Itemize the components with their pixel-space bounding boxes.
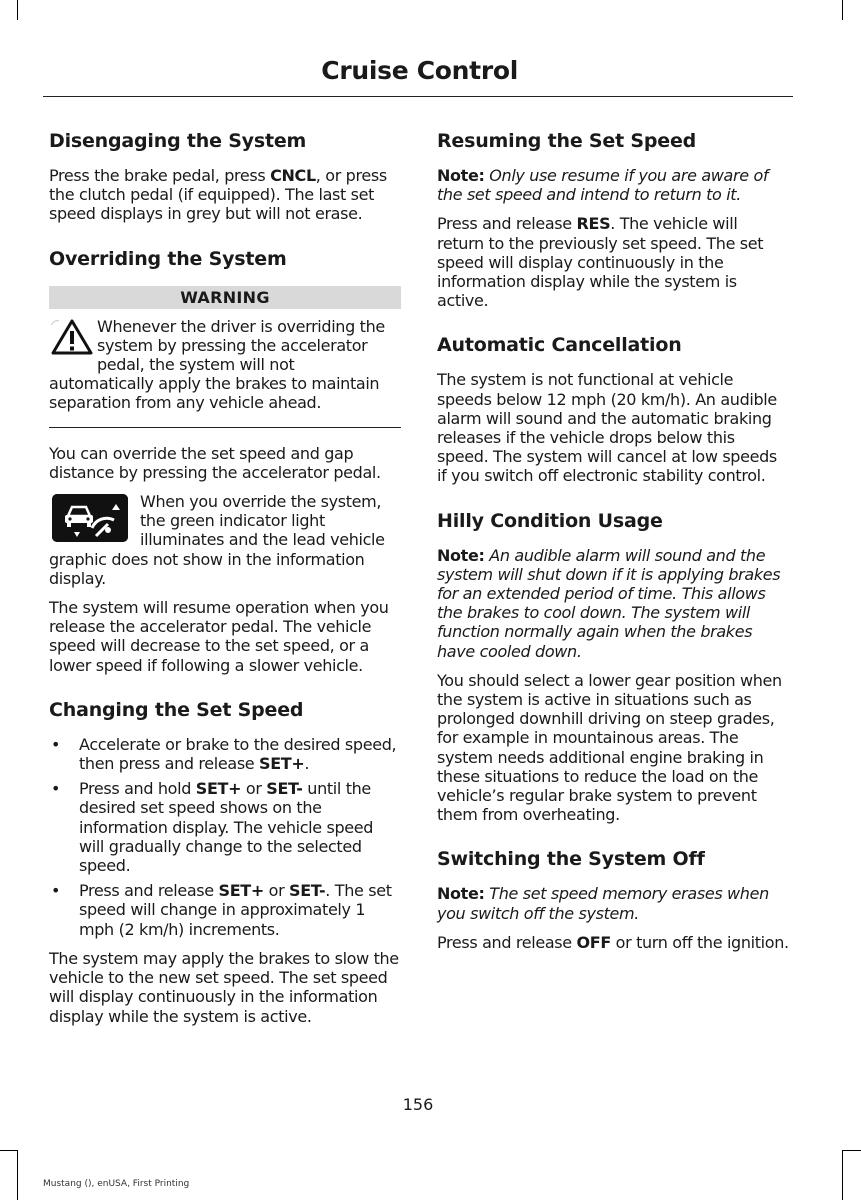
- paragraph-cancellation: The system is not functional at vehicle speeds below 12 mph (20 km/h). An audible alarm will sound and the automatic braking releases if the vehicle drops below this speed. The system will cancel at low speeds if you switch off electronic stability control.: [437, 370, 777, 486]
- list-item: • Press and release SET+ or SET-. The set speed will change in approximately 1 mph (2 km/h) increments.: [51, 881, 392, 939]
- warning-triangle-icon: [49, 317, 95, 359]
- section-switching: [437, 846, 789, 952]
- paragraph-override-3: The system will resume operation when you release the accelerator pedal. The vehicle speed will decrease to the set speed, or a lower speed if following a slower vehicle.: [49, 598, 389, 675]
- heading-cancellation: Automatic Cancellation: [437, 334, 682, 357]
- crop-mark-bottom-left-h: [0, 1150, 18, 1151]
- section-resuming: [437, 128, 789, 310]
- left-column: [49, 128, 401, 1036]
- heading-resuming: Resuming the Set Speed: [437, 130, 697, 152]
- paragraph-hilly: You should select a lower gear position when the system is active in situations such as prolonged downhill driving on steep grades, for example in mountainous areas. The system needs additional engine braking in these situations to reduce the load on the vehicle’s regular brake system to prevent them from overheating.: [437, 670, 782, 825]
- heading-hilly: Hilly Condition Usage: [437, 509, 663, 532]
- right-column: [437, 128, 789, 962]
- heading-switching: Switching the System Off: [437, 848, 705, 871]
- paragraph-override-2: When you override the system, the green indicator light illuminates and the lead vehicle graphic does not show in the information display.: [49, 492, 385, 588]
- crop-mark-bottom-right-h: [842, 1150, 861, 1151]
- crop-mark-top-right: [842, 0, 843, 20]
- note-resuming: Note: Only use resume if you are aware of the set speed and intend to return to it.: [437, 166, 769, 205]
- crop-mark-bottom-left: [17, 1150, 18, 1200]
- edition-footer: Mustang (), enUSA, First Printing: [43, 1179, 190, 1189]
- paragraph-disengaging: Press the brake pedal, press CNCL, or press the clutch pedal (if equipped). The last set speed displays in grey but will not erase.: [49, 166, 387, 224]
- indicator-block: [49, 492, 401, 598]
- page-number: 156: [402, 1095, 434, 1114]
- section-disengaging: [49, 128, 401, 224]
- list-item: • Accelerate or brake to the desired speed, then press and release SET+.: [51, 734, 397, 774]
- cncl-key-label: CNCL: [270, 166, 316, 185]
- crop-mark-bottom-right: [842, 1150, 843, 1200]
- section-cancellation: [437, 332, 789, 485]
- paragraph-resuming: Press and release RES. The vehicle will return to the previously set speed. The set speed will display continuously in the information display while the system is active.: [437, 214, 764, 311]
- paragraph-override-1: You can override the set speed and gap distance by pressing the accelerator pedal.: [49, 443, 381, 482]
- title-divider: [43, 96, 793, 97]
- section-hilly: [437, 508, 789, 825]
- heading-changing: Changing the Set Speed: [49, 698, 304, 721]
- list-item: • Press and hold SET+ or SET- until the desired set speed shows on the information display. The vehicle speed will gradually change to the selected speed.: [51, 779, 374, 876]
- res-key-label: RES: [576, 214, 611, 234]
- warning-divider: [49, 427, 401, 428]
- section-overriding: [49, 246, 401, 675]
- changing-steps-list: [49, 735, 401, 939]
- cruise-override-indicator-icon: [52, 494, 128, 542]
- paragraph-switching: Press and release OFF or turn off the ignition.: [437, 932, 789, 952]
- off-key-label: OFF: [576, 932, 611, 952]
- section-changing: [49, 697, 401, 1026]
- paragraph-changing: The system may apply the brakes to slow the vehicle to the new set speed. The set speed will display continuously in the information display while the system is active.: [49, 948, 399, 1026]
- warning-label: WARNING: [49, 286, 401, 309]
- page-title: Cruise Control: [321, 56, 518, 85]
- note-switching: Note: The set speed memory erases when you switch off the system.: [437, 884, 769, 923]
- crop-mark-top-left: [17, 0, 18, 20]
- note-hilly: Note: An audible alarm will sound and the system will shut down if it is applying brakes for an extended period of time. This allows the brakes to cool down. The system will function normally again when the brakes have cooled down.: [437, 545, 781, 661]
- heading-disengaging: Disengaging the System: [49, 130, 307, 152]
- warning-text: Whenever the driver is overriding the system by pressing the accelerator pedal, the system will not automatically apply the brakes to maintain separation from any vehicle ahead.: [49, 316, 385, 413]
- heading-overriding: Overriding the System: [49, 247, 287, 270]
- warning-box: [49, 317, 401, 421]
